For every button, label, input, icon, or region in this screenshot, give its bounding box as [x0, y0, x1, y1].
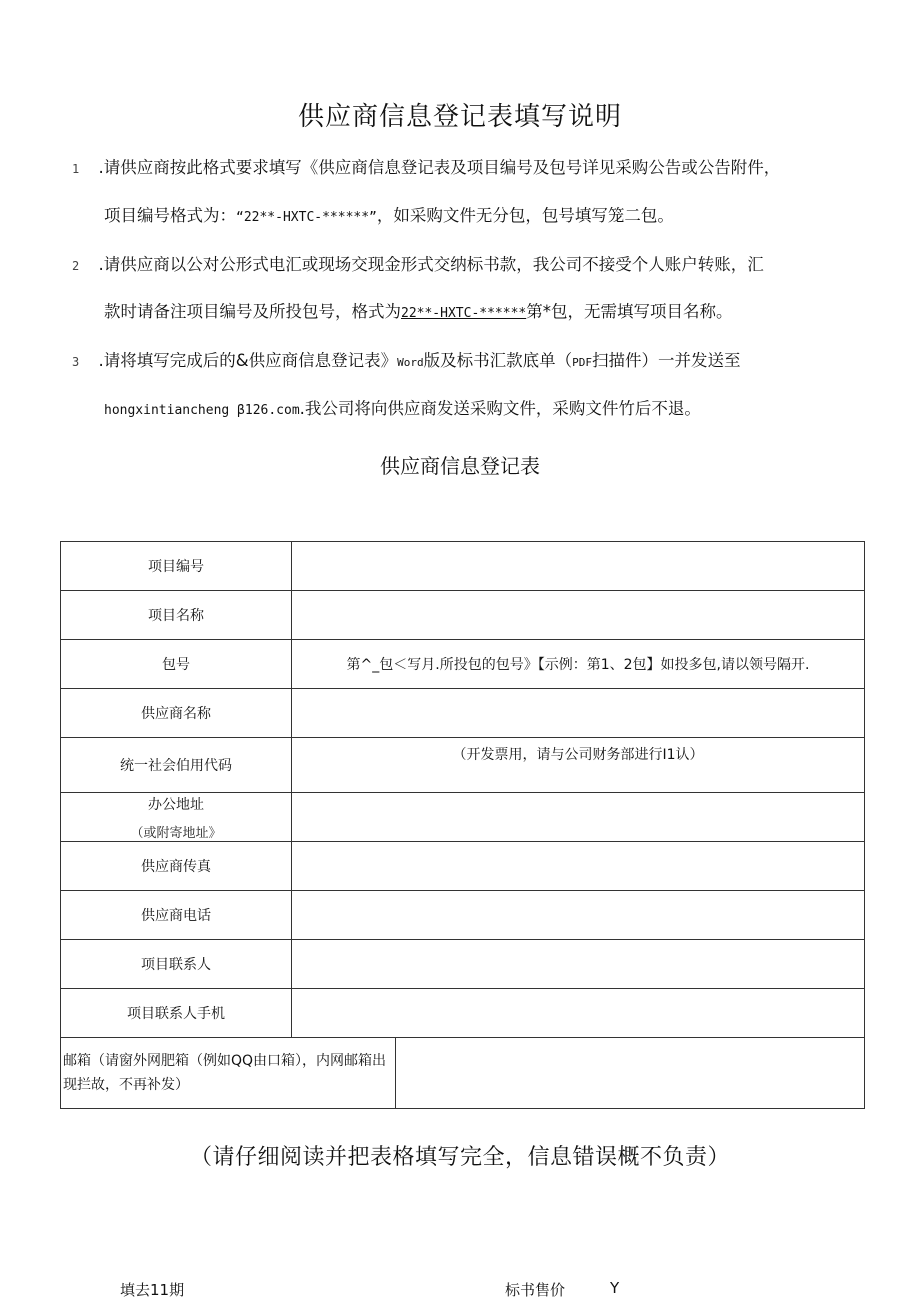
- instruction-number: 3: [72, 355, 80, 369]
- row-label: 统一社会伯用代码: [61, 738, 292, 793]
- table-row: [61, 1038, 865, 1109]
- table-row: [61, 989, 865, 1038]
- contact-mobile-field[interactable]: [292, 989, 865, 1038]
- project-code-format: 22**-HXTC-******: [401, 306, 527, 321]
- table-row: [61, 842, 865, 891]
- table-row: [61, 689, 865, 738]
- project-name-field[interactable]: [292, 591, 865, 640]
- instruction-text: 款时请备注项目编号及所投包号，格式为: [104, 302, 401, 321]
- package-number-field[interactable]: 第^_包＜写月.所投包的包号》【示例：第1、2包】如投多包,请以领号隔开.: [292, 640, 865, 689]
- email-field[interactable]: [396, 1038, 865, 1109]
- row-label: 供应商电话: [61, 891, 292, 940]
- bottom-note: （请仔细阅读并把表格填写完全，信息错误概不负责）: [189, 1145, 730, 1170]
- table-row: [61, 891, 865, 940]
- instruction-text: .我公司将向供应商发送采购文件，采购文件竹后不退。: [299, 399, 701, 418]
- instruction-1-line2: [104, 202, 674, 226]
- row-label: [61, 793, 292, 842]
- instruction-text: ，如采购文件无分包，包号填写笼二包。: [376, 206, 674, 225]
- instruction-3: [72, 347, 740, 371]
- office-address-sublabel: （或附寄地址》: [130, 825, 222, 841]
- instruction-text: 版及标书汇款底单（: [423, 351, 573, 370]
- project-number-field[interactable]: [292, 542, 865, 591]
- row-label: 项目联系人: [61, 940, 292, 989]
- supplier-name-field[interactable]: [292, 689, 865, 738]
- email-label: 邮箱（请窗外网肥箱（例如QQ由口箱），内网邮箱出现拦故，不再补发）: [61, 1038, 396, 1109]
- contact-email: hongxintiancheng β126.com: [104, 403, 300, 418]
- table-row: [61, 542, 865, 591]
- table-row: [61, 738, 865, 793]
- instruction-text: 扫描件）一并发送至: [591, 351, 741, 370]
- table-row: [61, 940, 865, 989]
- form-title: 供应商信息登记表: [380, 454, 540, 478]
- supplier-fax-field[interactable]: [292, 842, 865, 891]
- supplier-registration-table: [60, 541, 865, 1109]
- credit-code-field[interactable]: （开发票用，请与公司财务部进行I1认）: [292, 738, 865, 793]
- price-label: 标书售价: [505, 1281, 566, 1299]
- table-row: [61, 793, 865, 842]
- instruction-2-line2: [104, 298, 732, 322]
- instruction-1: [72, 154, 780, 178]
- fill-date-label: 填去11期: [120, 1281, 185, 1299]
- instruction-2: [72, 251, 764, 275]
- instruction-text: .请供应商以公对公形式电汇或现场交现金形式交纳标书款，我公司不接受个人账户转账，汇: [98, 255, 764, 274]
- instruction-3-line2: [104, 395, 701, 419]
- table-row: [61, 640, 865, 689]
- instruction-number: 1: [72, 162, 80, 176]
- instruction-text: .请供应商按此格式要求填写《供应商信息登记表及项目编号及包号详见采购公告或公告附件，: [98, 158, 781, 177]
- office-address-field[interactable]: [292, 793, 865, 842]
- table-row: [61, 591, 865, 640]
- project-contact-field[interactable]: [292, 940, 865, 989]
- pdf-format-text: PDF: [572, 356, 592, 369]
- row-label: 项目名称: [61, 591, 292, 640]
- instruction-text: .请将填写完成后的&供应商信息登记表》: [98, 351, 398, 370]
- supplier-phone-field[interactable]: [292, 891, 865, 940]
- row-label: 项目编号: [61, 542, 292, 591]
- row-label: 项目联系人手机: [61, 989, 292, 1038]
- instruction-text: 第*包，无需填写项目名称。: [526, 302, 733, 321]
- instruction-number: 2: [72, 259, 80, 273]
- office-address-label: 办公地址: [148, 796, 204, 813]
- row-label: 供应商传真: [61, 842, 292, 891]
- instruction-text: 项目编号格式为：: [104, 206, 236, 225]
- row-label: 包号: [61, 640, 292, 689]
- project-code-format: “22**-HXTC-******”: [236, 210, 377, 225]
- price-symbol: Y: [610, 1279, 620, 1297]
- word-format-text: Word: [397, 356, 424, 369]
- page-title: 供应商信息登记表填写说明: [297, 102, 622, 132]
- row-label: 供应商名称: [61, 689, 292, 738]
